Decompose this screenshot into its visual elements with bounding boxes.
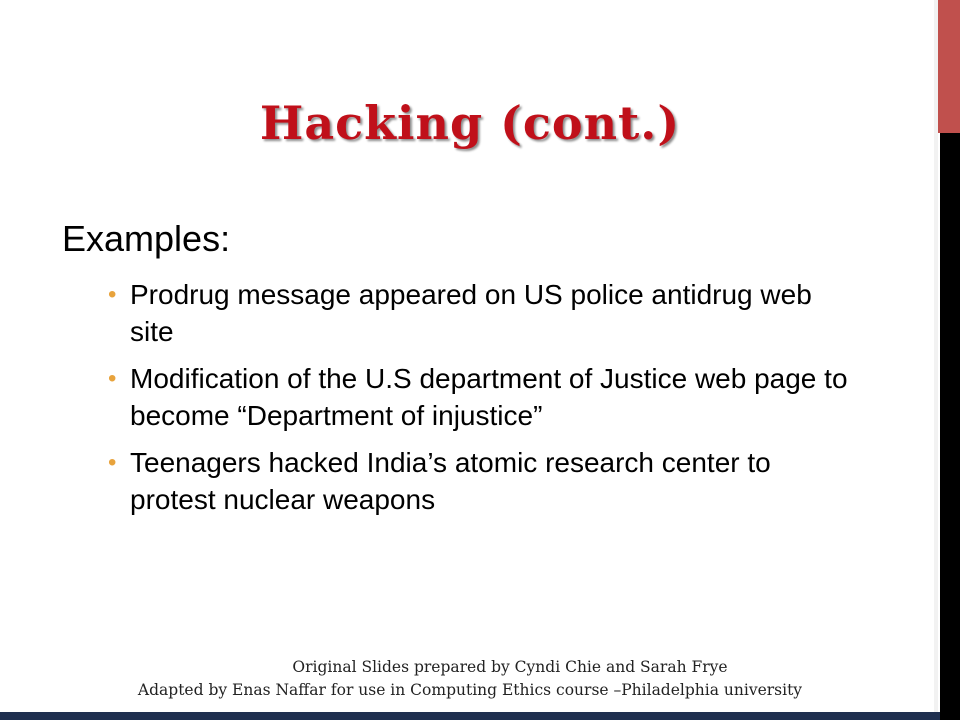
bullet-dot-icon: • <box>108 281 117 308</box>
bullet-dot-icon: • <box>108 365 117 392</box>
slide-title: Hacking (cont.) <box>259 96 681 150</box>
bullet-item <box>108 276 848 350</box>
credits <box>0 656 940 702</box>
credit-line-original: Original Slides prepared by Cyndi Chie and Sarah Frye <box>292 658 728 676</box>
bullet-text: Modification of the U.S department of Justice web page to become “Department of injustice” <box>130 363 848 431</box>
accent-bar-black <box>940 133 960 720</box>
examples-heading: Examples: <box>62 218 231 259</box>
bullet-list <box>108 276 848 528</box>
accent-bar-red <box>938 0 960 133</box>
bottom-strip <box>0 712 940 720</box>
credit-line-adapted: Adapted by Enas Naffar for use in Computing Ethics course –Philadelphia university <box>137 681 803 699</box>
bullet-item <box>108 444 848 518</box>
bullet-text: Teenagers hacked India’s atomic research center to protest nuclear weapons <box>130 447 771 515</box>
bullet-dot-icon: • <box>108 449 117 476</box>
bullet-text: Prodrug message appeared on US police antidrug web site <box>130 279 812 347</box>
bullet-item <box>108 360 848 434</box>
